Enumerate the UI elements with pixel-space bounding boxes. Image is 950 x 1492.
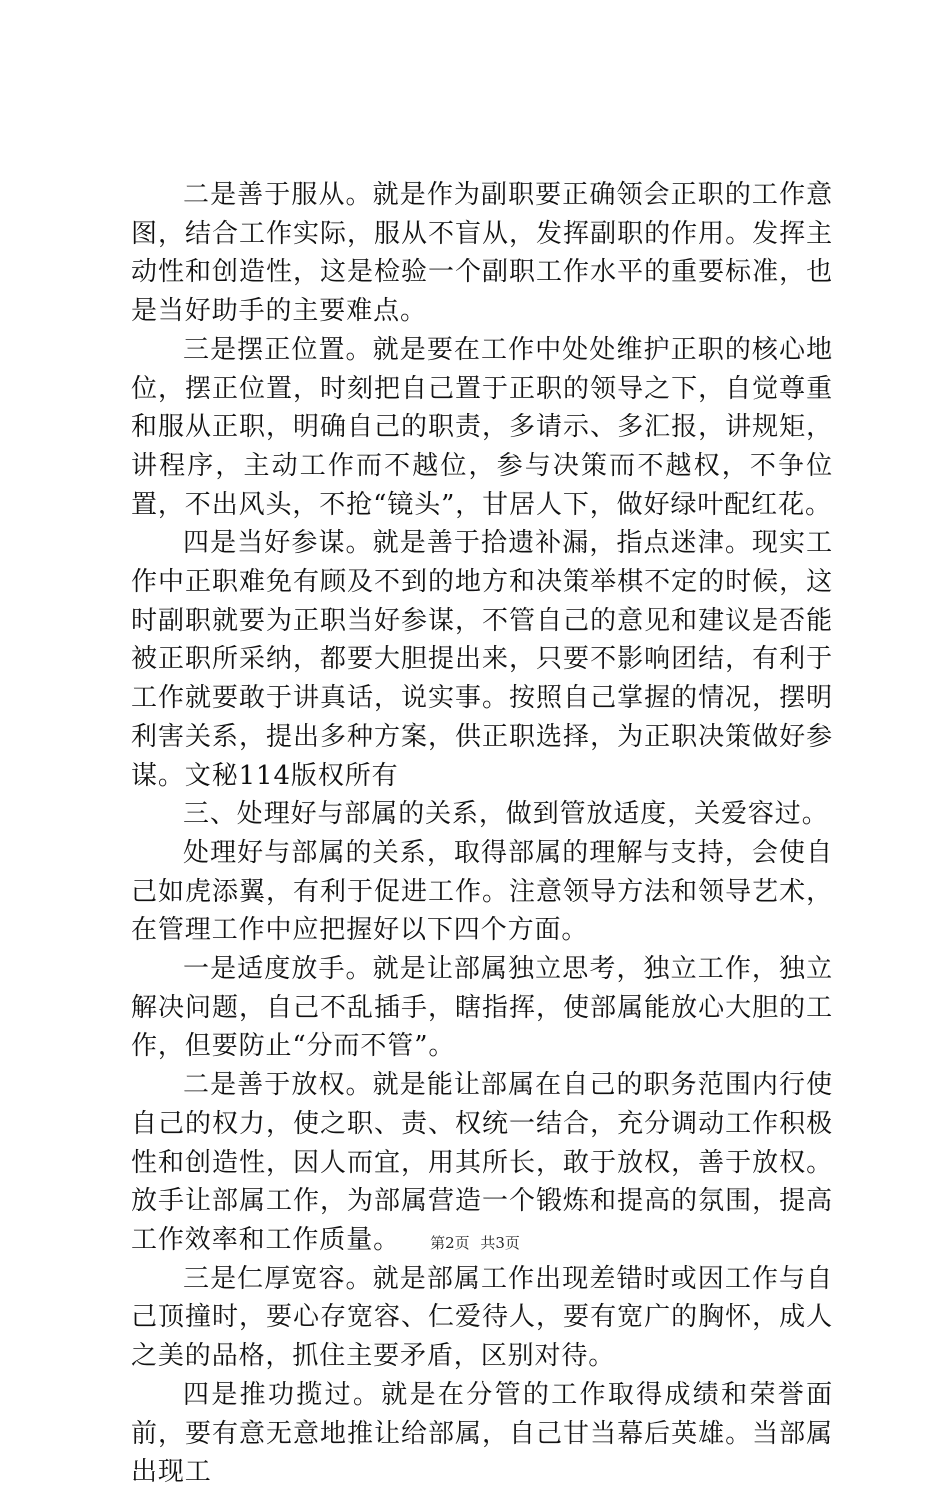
paragraph-subordinates-intro: 处理好与部属的关系，取得部属的理解与支持，会使自己如虎添翼，有利于促进工作。注意领导方法和领导艺术，在管理工作中应把握好以下四个方面。 [131, 837, 833, 946]
document-body [131, 176, 833, 1492]
paragraph-advisor: 四是当好参谋。就是善于拾遗补漏，指点迷津。现实工作中正职难免有顾及不到的地方和决策举棋不定的时候，这时副职就要为正职当好参谋，不管自己的意见和建议是否能被正职所采纳，都要大胆提出来，只要不影响团结，有利于工作就要敢于讲真话，说实事。按照自己掌握的情况，摆明利害关系，提出多种方案，供正职选择，为正职决策做好参谋。文秘114版权所有 [131, 528, 833, 791]
page-number: 第2页 [430, 1234, 470, 1252]
paragraph-tolerance: 三是仁厚宽容。就是部属工作出现差错时或因工作与自己顶撞时，要心存宽容、仁爱待人，要有宽广的胸怀，成人之美的品格，抓住主要矛盾，区别对待。 [131, 1263, 833, 1372]
section-heading-subordinates: 三、处理好与部属的关系，做到管放适度，关爱容过。 [183, 799, 829, 830]
paragraph-obedience: 二是善于服从。就是作为副职要正确领会正职的工作意图，结合工作实际，服从不盲从，发挥副职的作用。发挥主动性和创造性，这是检验一个副职工作水平的重要标准，也是当好助手的主要难点。 [131, 180, 833, 327]
page-footer [0, 1233, 950, 1253]
paragraph-delegate: 一是适度放手。就是让部属独立思考，独立工作，独立解决问题，自己不乱插手，瞎指挥，使部属能放心大胆的工作，但要防止“分而不管”。 [131, 954, 833, 1062]
paragraph-position: 三是摆正位置。就是要在工作中处处维护正职的核心地位，摆正位置，时刻把自己置于正职的领导之下，自觉尊重和服从正职，明确自己的职责，多请示、多汇报，讲规矩，讲程序，主动工作而不越位，参与决策而不越权，不争位置，不出风头，不抢“镜头”，甘居人下，做好绿叶配红花。 [131, 334, 833, 520]
paragraph-empower: 二是善于放权。就是能让部属在自己的职务范围内行使自己的权力，使之职、责、权统一结合，充分调动工作积极性和创造性，因人而宜，用其所长，敢于放权，善于放权。放手让部属工作，为部属营造一个锻炼和提高的氛围，提高工作效率和工作质量。 [131, 1070, 833, 1255]
paragraph-credit: 四是推功揽过。就是在分管的工作取得成绩和荣誉面前，要有意无意地推让给部属，自己甘当幕后英雄。当部属出现工 [131, 1379, 833, 1488]
page-total: 共3页 [480, 1234, 520, 1252]
